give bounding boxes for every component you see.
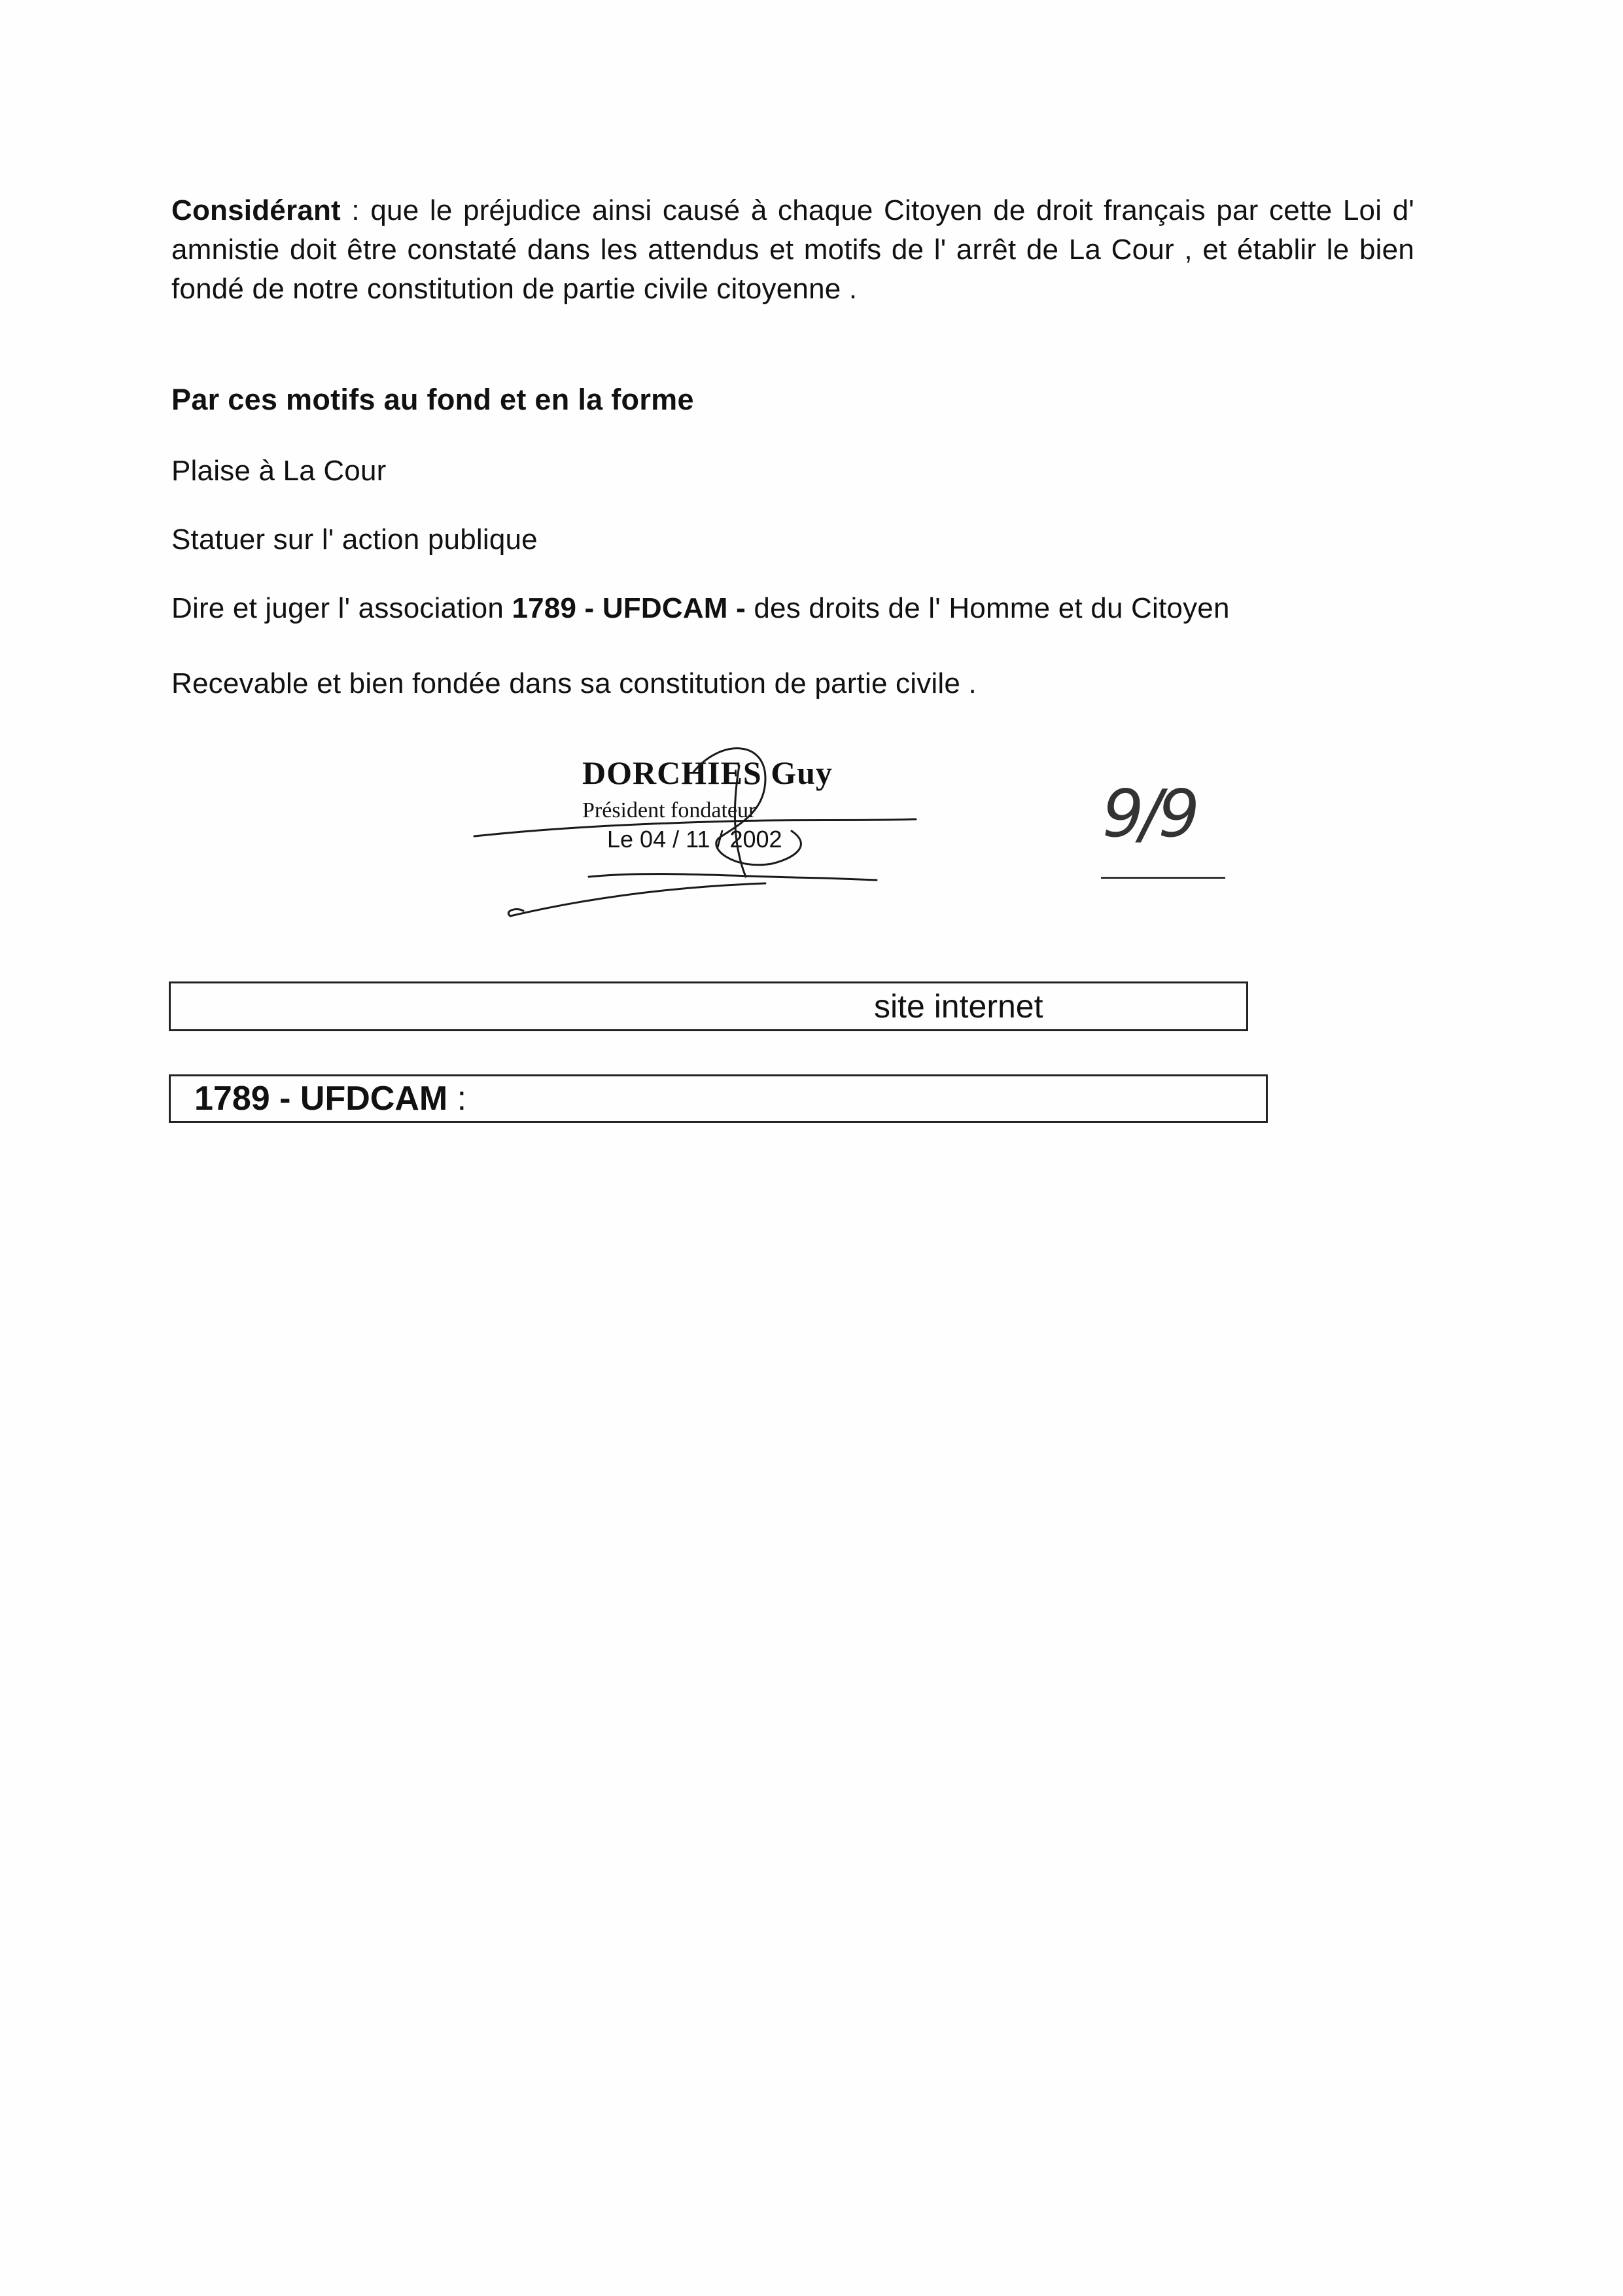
statuer-line: Statuer sur l' action publique xyxy=(171,523,538,556)
dire-suffix: des droits de l' Homme et du Citoyen xyxy=(745,592,1230,624)
association-box xyxy=(169,1074,1268,1123)
recevable-line: Recevable et bien fondée dans sa constitution de partie civile . xyxy=(171,667,977,699)
dire-assoc-code: 1789 - UFDCAM - xyxy=(512,592,746,624)
considerant-text: : que le préjudice ainsi causé à chaque Citoyen de droit français par cette Loi d' amnistie doit être constaté dans les attendus et motifs de l' arrêt de La Cour , et établir le bien fondé de notre constitution de partie civile citoyenne . xyxy=(171,194,1414,305)
considerant-lead: Considérant xyxy=(171,194,341,226)
signatory-name: DORCHIES Guy xyxy=(582,754,833,791)
association-colon: : xyxy=(447,1080,467,1118)
handwritten-signature xyxy=(458,726,955,936)
site-internet-label: site internet xyxy=(874,988,1043,1025)
signature-block xyxy=(458,726,955,936)
motifs-heading: Par ces motifs au fond et en la forme xyxy=(171,383,694,416)
considerant-paragraph xyxy=(171,191,1414,309)
page-number xyxy=(1089,775,1240,893)
signatory-title: Président fondateur xyxy=(582,798,756,822)
plaise-line: Plaise à La Cour xyxy=(171,455,387,487)
association-name: 1789 - UFDCAM xyxy=(194,1080,448,1118)
page-number-underline xyxy=(1101,877,1225,879)
association-label xyxy=(194,1079,466,1118)
page-number-text: 9/9 xyxy=(1102,775,1196,852)
dire-line xyxy=(171,592,1230,625)
site-internet-box xyxy=(169,981,1248,1031)
signature-date: Le 04 / 11 / 2002 xyxy=(607,826,782,853)
dire-prefix: Dire et juger l' association xyxy=(171,592,512,624)
